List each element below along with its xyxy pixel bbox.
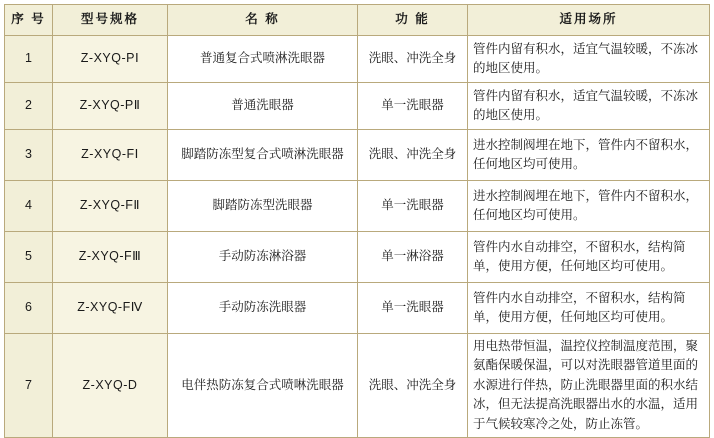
cell-scene: 管件内留有积水，适宜气温较暖，不冻冰的地区使用。 bbox=[468, 36, 710, 83]
cell-function: 洗眼、冲洗全身 bbox=[358, 334, 468, 438]
cell-scene: 进水控制阀埋在地下，管件内不留积水，任何地区均可使用。 bbox=[468, 130, 710, 181]
cell-function: 单一洗眼器 bbox=[358, 283, 468, 334]
cell-function: 单一洗眼器 bbox=[358, 181, 468, 232]
column-header-index: 序 号 bbox=[5, 5, 53, 36]
cell-scene: 进水控制阀埋在地下，管件内不留积水，任何地区均可使用。 bbox=[468, 181, 710, 232]
table-row bbox=[5, 83, 710, 130]
product-spec-table bbox=[4, 4, 710, 438]
cell-model: Z-XYQ-FⅣ bbox=[53, 283, 168, 334]
table-row bbox=[5, 283, 710, 334]
cell-name: 普通洗眼器 bbox=[168, 83, 358, 130]
cell-scene: 管件内留有积水，适宜气温较暖，不冻冰的地区使用。 bbox=[468, 83, 710, 130]
cell-function: 单一淋浴器 bbox=[358, 232, 468, 283]
column-header-scene: 适用场所 bbox=[468, 5, 710, 36]
cell-function: 洗眼、冲洗全身 bbox=[358, 36, 468, 83]
column-header-name: 名 称 bbox=[168, 5, 358, 36]
cell-index: 3 bbox=[5, 130, 53, 181]
cell-scene: 管件内水自动排空，不留积水，结构简单，使用方便，任何地区均可使用。 bbox=[468, 232, 710, 283]
table-row bbox=[5, 334, 710, 438]
cell-name: 手动防冻淋浴器 bbox=[168, 232, 358, 283]
cell-name: 脚踏防冻型洗眼器 bbox=[168, 181, 358, 232]
column-header-model: 型号规格 bbox=[53, 5, 168, 36]
table-header-row bbox=[5, 5, 710, 36]
cell-function: 单一洗眼器 bbox=[358, 83, 468, 130]
table-row bbox=[5, 232, 710, 283]
cell-name: 普通复合式喷淋洗眼器 bbox=[168, 36, 358, 83]
cell-model: Z-XYQ-PⅡ bbox=[53, 83, 168, 130]
cell-name: 手动防冻洗眼器 bbox=[168, 283, 358, 334]
cell-index: 7 bbox=[5, 334, 53, 438]
cell-model: Z-XYQ-FⅢ bbox=[53, 232, 168, 283]
cell-model: Z-XYQ-D bbox=[53, 334, 168, 438]
cell-function: 洗眼、冲洗全身 bbox=[358, 130, 468, 181]
column-header-function: 功 能 bbox=[358, 5, 468, 36]
cell-model: Z-XYQ-FⅡ bbox=[53, 181, 168, 232]
cell-index: 5 bbox=[5, 232, 53, 283]
cell-name: 脚踏防冻型复合式喷淋洗眼器 bbox=[168, 130, 358, 181]
cell-model: Z-XYQ-FⅠ bbox=[53, 130, 168, 181]
cell-name: 电伴热防冻复合式喷啉洗眼器 bbox=[168, 334, 358, 438]
cell-index: 6 bbox=[5, 283, 53, 334]
table-row bbox=[5, 181, 710, 232]
cell-index: 4 bbox=[5, 181, 53, 232]
cell-index: 1 bbox=[5, 36, 53, 83]
cell-index: 2 bbox=[5, 83, 53, 130]
table-row bbox=[5, 36, 710, 83]
table-row bbox=[5, 130, 710, 181]
cell-model: Z-XYQ-PⅠ bbox=[53, 36, 168, 83]
cell-scene: 管件内水自动排空，不留积水，结构简单，使用方便，任何地区均可使用。 bbox=[468, 283, 710, 334]
cell-scene: 用电热带恒温，温控仪控制温度范围，聚氨酯保暖保温，可以对洗眼器管道里面的水源进行伴热，防止洗眼器里面的积水结冰，但无法提高洗眼器出水的水温，适用于气候较寒冷之处，防止冻管。 bbox=[468, 334, 710, 438]
